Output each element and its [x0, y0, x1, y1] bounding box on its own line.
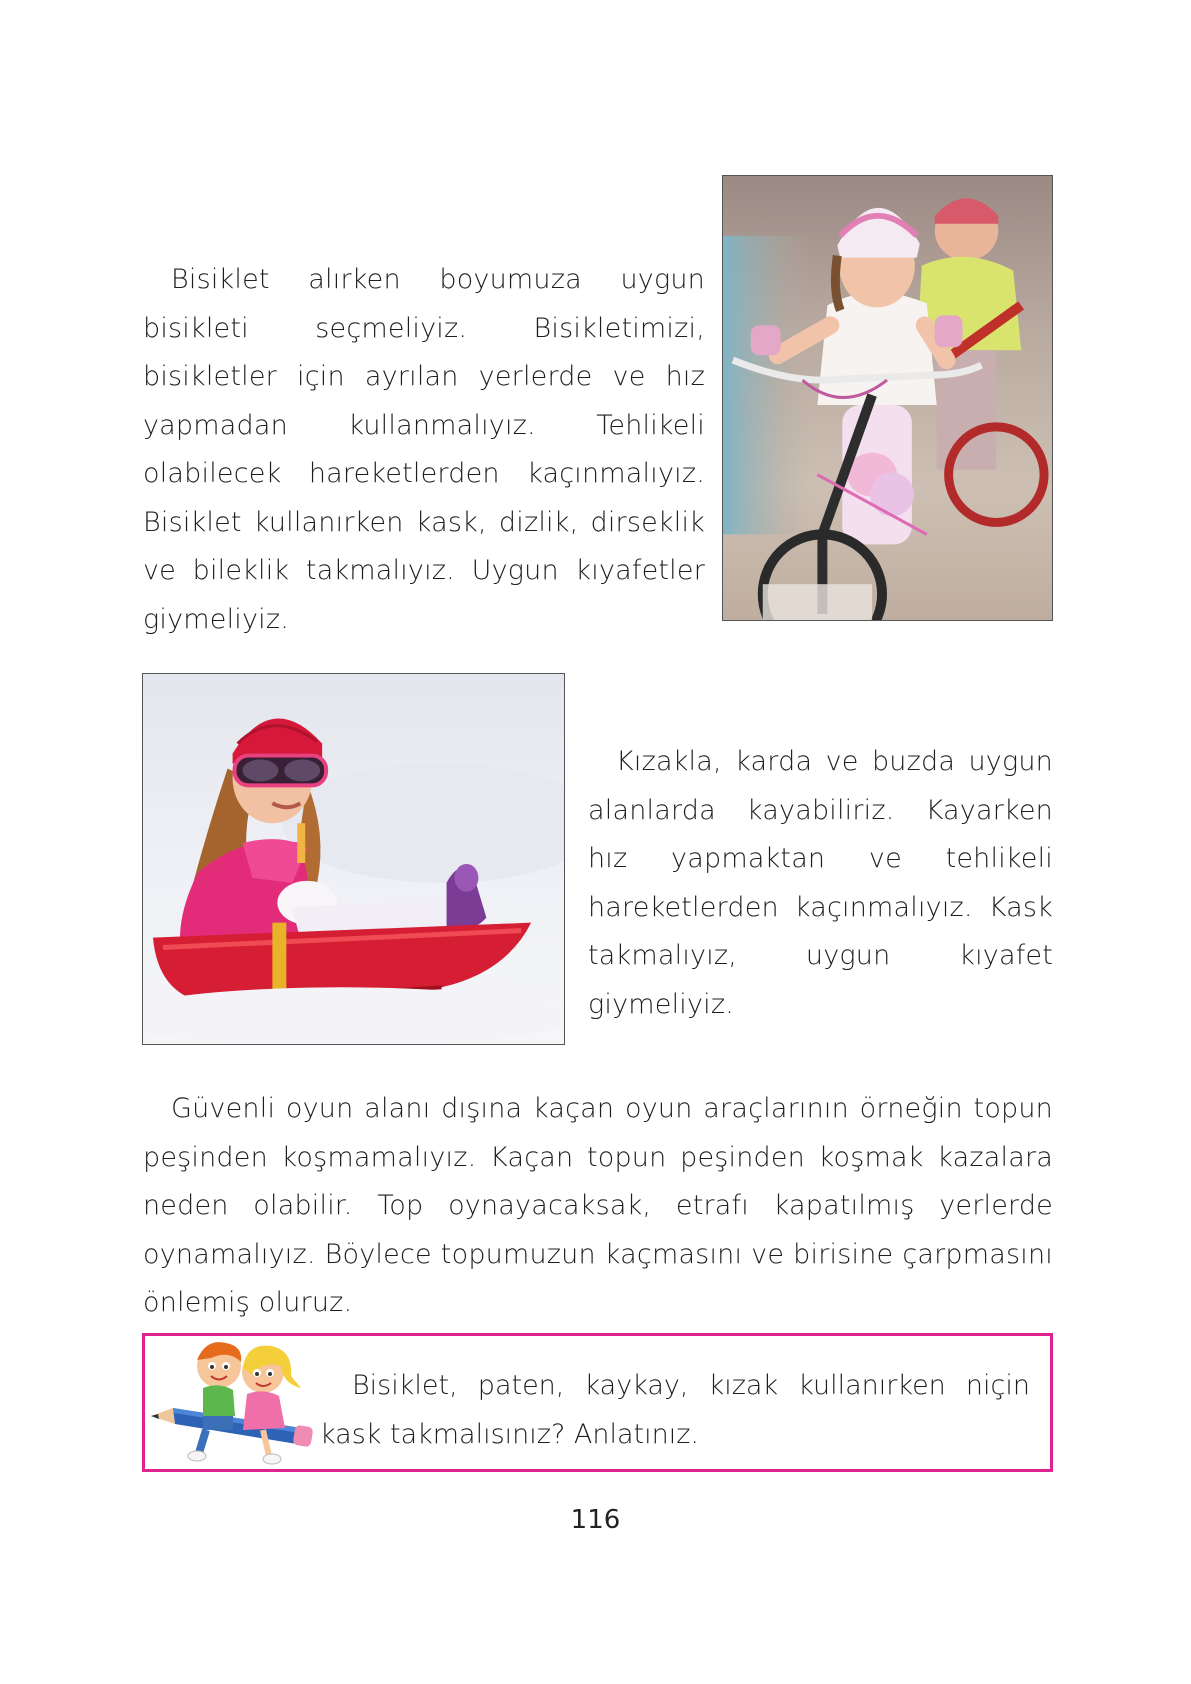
kids-on-pencil-illustration — [151, 1338, 321, 1468]
question-box — [142, 1333, 1053, 1472]
page-number: 116 — [570, 1505, 621, 1535]
question-text: Bisiklet, paten, kaykay, kızak kullanırken niçin kask takmalısınız? Anlatınız. — [320, 1370, 1030, 1450]
ball-safety-paragraph: Güvenli oyun alanı dışına kaçan oyun araçlarının örneğin topun peşinden koşmamalıyız. Kaçan topun peşinden koşmak kazalara neden olabilir. Top oynayacaksak, etrafı kapatılmış yerlerde oynamalıyız. Böylece topumuzun kaçmasını ve birisine çarpmasını önlemiş oluruz. — [143, 1093, 1053, 1318]
bicycle-safety-paragraph: Bisiklet alırken boyumuza uygun bisikleti seçmeliyiz. Bisikletimizi, bisikletler için ayrılan yerlerde ve hız yapmadan kullanmalıyız. Tehlikeli olabilecek hareketlerden kaçınmalıyız. Bisiklet kullanırken kask, dizlik, dirseklik ve bileklik takmalıyız. Uygun kıyafetler giymeliyiz. — [143, 264, 705, 635]
girl-on-bicycle-photo — [722, 175, 1053, 621]
sled-safety-paragraph: Kızakla, karda ve buzda uygun alanlarda kayabiliriz. Kayarken hız yapmaktan ve tehlikeli hareketlerden kaçınmalıyız. Kask takmalıyız, uygun kıyafet giymeliyiz. — [588, 746, 1053, 1020]
girl-on-sled-photo — [142, 673, 565, 1045]
